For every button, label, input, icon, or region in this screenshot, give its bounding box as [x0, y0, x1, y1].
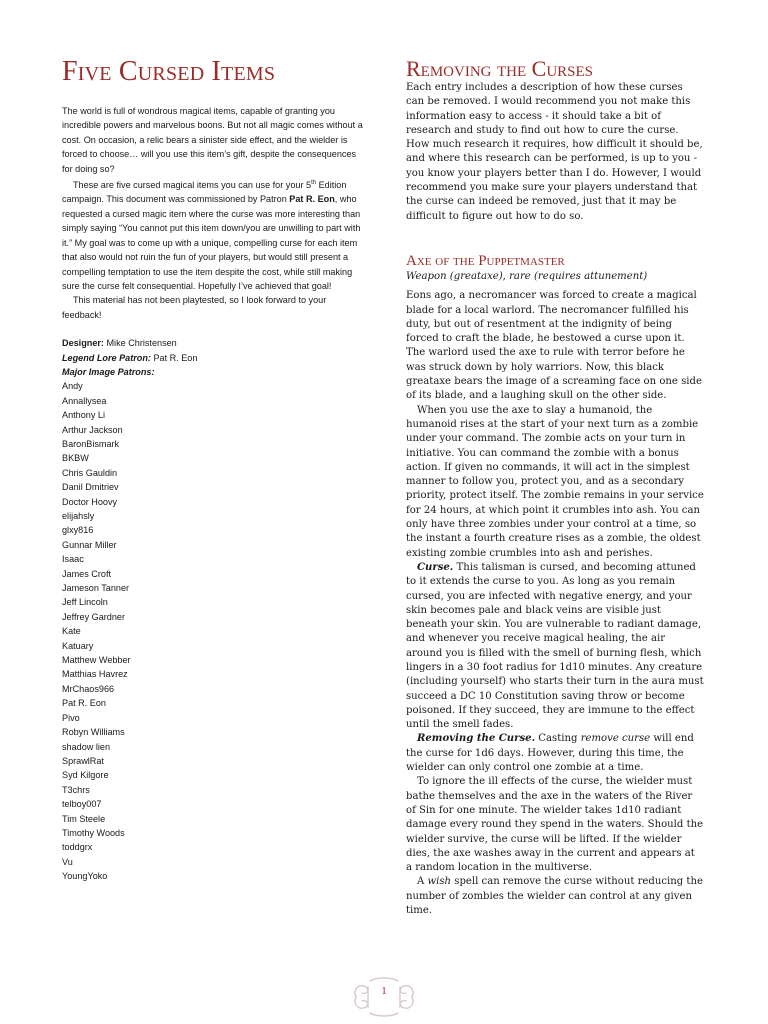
- document-title: Five Cursed Items: [62, 56, 276, 87]
- designer-value: Mike Christensen: [103, 338, 177, 349]
- patron-name-item: Kate: [62, 626, 81, 637]
- patron-name-item: Robyn Williams: [62, 727, 125, 738]
- axe-paragraph-2: When you use the axe to slay a humanoid, the humanoid rises at the start of your next turn as a zombie under your command. The zombie acts on your turn in initiative. You can command the zombie with a bonus action. If given no commands, it will act in the simplest manner to follow you, protect you, and as a secondary priority, protect itself. The zombie remains in your service for 24 hours, at which point it crumbles into ash. You can only have three zombies under your control at a time, so the instant a fourth creature rises as a zombie, the oldest existing zombie crumbles into ash and perishes.: [406, 404, 704, 559]
- designer-label: Designer:: [62, 338, 104, 349]
- legend-lore-line: [62, 351, 367, 365]
- patron-name-item: Andy: [62, 381, 83, 392]
- curse-text: This talisman is cursed, and becoming attuned to it extends the curse to you. As long as you remain cursed, you are infected with negative energy, and your skin becomes pale and black veins are visible just beneath your skin. You are vulnerable to radiant damage, and whenever you receive magical healing, the air around you is filled with the smell of burning flesh, which lingers in a 30 foot radius for 1d10 minutes. Any creature (including yourself) who starts their turn in the aura must succeed a DC 10 Constitution saving throw or become poisoned. If they succeed, they are immune to the effect until the smell fades.: [406, 561, 704, 731]
- axe-heading: Axe of the Puppetmaster: [406, 252, 565, 269]
- patron-name-item: Syd Kilgore: [62, 770, 109, 781]
- removing-label: Removing the Curse.: [417, 733, 536, 745]
- patron-name-item: YoungYoko: [62, 871, 108, 882]
- patron-list: [62, 379, 367, 883]
- patron-name-item: BaronBismark: [62, 438, 120, 449]
- intro-paragraph-3: This material has not been playtested, so I look forward to your feedback!: [62, 295, 327, 320]
- patron-name-item: Annallysea: [62, 395, 107, 406]
- curse-label: Curse.: [417, 561, 454, 573]
- patron-name-item: James Croft: [62, 568, 112, 579]
- patron-name-item: Pat R. Eon: [62, 698, 106, 709]
- left-column: [62, 55, 367, 884]
- footer-ornament-icon: [346, 975, 422, 1019]
- axe-meta: Weapon (greataxe), rare (requires attunement): [406, 270, 648, 282]
- legend-lore-label: Legend Lore Patron:: [62, 352, 151, 363]
- right-column: [406, 56, 704, 918]
- patron-name-item: toddgrx: [62, 842, 93, 853]
- patron-name-item: Timothy Woods: [62, 827, 125, 838]
- patron-name-item: Vu: [62, 856, 73, 867]
- patron-name-item: Jeff Lincoln: [62, 597, 108, 608]
- patron-name-item: T3chrs: [62, 784, 90, 795]
- patron-name-item: Anthony Li: [62, 410, 105, 421]
- removing-curses-text: Each entry includes a description of how these curses can be removed. I would recommend you not make this information easy to access - it should take a bit of research and study to find out how to cure the curse. How much research it requires, how difficult it should be, and where this research can be performed, is up to you - you know your players better than I do. However, I would recommend you make sure your players understand that the curse can indeed be removed, just that it may be difficult to figure out how to do so.: [406, 82, 703, 222]
- axe-ignore-paragraph: To ignore the ill effects of the curse, the wielder must bathe themselves and the axe in the waters of the River of Sin for one minute. The wielder takes 1d10 radiant damage every round they spend in the waters. Should the wielder survive, the curse will be lifted. If the wielder dies, the axe washes away in the current and appears at a random location in the multiverse.: [406, 776, 704, 874]
- remove-curse-spell: remove curse: [580, 733, 651, 745]
- patron-name-item: telboy007: [62, 799, 102, 810]
- intro-paragraph-2: [62, 176, 367, 293]
- credits: [62, 336, 367, 883]
- patron-name-item: Matthew Webber: [62, 655, 131, 666]
- patron-name-item: Arthur Jackson: [62, 424, 123, 435]
- major-image-label: Major Image Patrons:: [62, 366, 155, 377]
- patron-name-item: MrChaos966: [62, 683, 115, 694]
- intro-p2-end: , who requested a cursed magic item where the curse was more interesting than simply saying “You cannot put this item down/you are unwilling to part with it.” My goal was to come up with a unique, compelling curse for each item that also would not ruin the fun of your players, but would still present a compelling temptation to use the item despite the cost, while still making sure the curse felt consequential. Hopefully I’ve achieved that goal!: [62, 194, 361, 291]
- intro-paragraph-1: The world is full of wondrous magical items, capable of granting you incredible powers and marvelous boons. But not all magic comes without a cost. On occasion, a relic bears a sinister side effect, and the wielder is forced to choose… will you use this item’s gift, despite the consequences for doing so?: [62, 106, 363, 174]
- patron-name-item: Pivo: [62, 712, 80, 723]
- axe-wish-paragraph: [406, 875, 704, 918]
- patron-name-item: Gunnar Miller: [62, 539, 117, 550]
- intro-p2-start: These are five cursed magical items you can use for your 5: [73, 180, 312, 191]
- patron-name-item: SprawlRat: [62, 755, 104, 766]
- legend-lore-value: Pat R. Eon: [150, 352, 198, 363]
- patron-name-item: elijahsly: [62, 511, 95, 521]
- removing-text-b: will end the curse for 1d6 days. However, during this time, the wielder can only control one zombie at a time.: [406, 733, 694, 774]
- patron-name-item: shadow lien: [62, 741, 111, 752]
- patron-name-item: glxy816: [62, 525, 94, 536]
- patron-name-item: Chris Gauldin: [62, 467, 118, 478]
- removing-text-a: Casting: [535, 733, 581, 745]
- patron-name-item: Katuary: [62, 640, 94, 651]
- patron-name-item: BKBW: [62, 453, 89, 464]
- page-number: 1: [381, 985, 387, 997]
- patron-name-item: Doctor Hoovy: [62, 496, 118, 507]
- patron-name-item: Isaac: [62, 554, 84, 565]
- removing-curses-heading: Removing the Curses: [406, 56, 594, 81]
- major-image-line: [62, 365, 367, 379]
- wish-text-a: A: [417, 876, 428, 888]
- axe-removing-paragraph: [406, 732, 704, 775]
- patron-name-item: Jeffrey Gardner: [62, 611, 126, 622]
- wish-spell: wish: [427, 876, 452, 888]
- axe-paragraph-1: Eons ago, a necromancer was forced to create a magical blade for a local warlord. The necromancer fulfilled his duty, but out of resentment at the indignity of being forced to craft the blade, he bestowed a curse upon it. The warlord used the axe to rule with terror before he was struck down by holy warriors. Now, this black greataxe bears the image of a screaming face on one side of its blade, and a laughing skull on the other side.: [406, 290, 702, 402]
- intro-p2-mid: Edition campaign. This document was commissioned by Patron: [62, 180, 347, 205]
- patron-name-item: Danil Dmitriev: [62, 482, 119, 493]
- patron-name-item: Matthias Havrez: [62, 669, 128, 680]
- patron-name: Pat R. Eon: [289, 194, 335, 205]
- patron-name-item: Tim Steele: [62, 813, 106, 824]
- designer-line: [62, 336, 367, 350]
- edition-superscript: th: [311, 180, 317, 187]
- patron-name-item: Jameson Tanner: [62, 583, 130, 594]
- wish-text-b: spell can remove the curse without reducing the number of zombies the wielder can control at any given time.: [406, 876, 703, 917]
- axe-curse-paragraph: [406, 561, 704, 733]
